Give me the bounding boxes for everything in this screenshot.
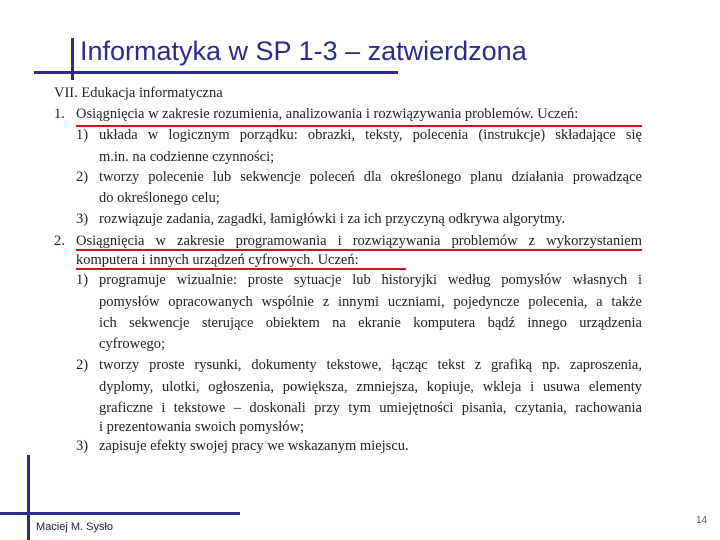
page-number: 14: [696, 515, 708, 526]
s2-item-3-line-1: zapisuje efekty swojej pracy we wskazanym miejscu.: [99, 438, 409, 454]
section-2-number: 2.: [54, 233, 65, 249]
author-footer: Maciej M. Sysło: [36, 521, 114, 533]
curriculum-document: [44, 84, 656, 456]
s2-item-1-line-2: pomysłów opracowanych wspólnie z innymi uczniami, pojedyncze polecenia, a także: [99, 294, 642, 310]
footer-vertical-rule: [27, 455, 30, 540]
s1-item-3-line-1: rozwiązuje zadania, zagadki, łamigłówki i za ich przyczyną odkrywa algorytmy.: [99, 211, 566, 227]
s1-item-2-number: 2): [76, 169, 89, 185]
s1-item-1-line-1: układa w logicznym porządku: obrazki, teksty, polecenia (instrukcje) składające się: [99, 127, 642, 143]
section-1-number: 1.: [54, 106, 65, 122]
footer-horizontal-rule: [0, 512, 240, 515]
s2-item-2-line-3: graficzne i tekstowe – doskonali przy tym umiejętności pisania, czytania, rachowania: [99, 400, 642, 416]
section-1-title: Osiągnięcia w zakresie rozumienia, analizowania i rozwiązywania problemów. Uczeń:: [76, 106, 579, 122]
s1-item-2-line-1: tworzy polecenie lub sekwencje poleceń dla określonego planu działania prowadzące: [99, 169, 642, 185]
s1-item-3-number: 3): [76, 211, 89, 227]
s2-item-1-line-1: programuje wizualnie: proste sytuacje lub historyjki według pomysłów własnych i: [99, 272, 642, 288]
section-2-underline-2: [76, 268, 406, 270]
s2-item-2-number: 2): [76, 357, 89, 373]
section-2-title-line-1: Osiągnięcia w zakresie programowania i rozwiązywania problemów z wykorzystaniem: [76, 233, 642, 249]
title-horizontal-rule: [34, 71, 398, 74]
s2-item-2-line-4: i prezentowania swoich pomysłów;: [99, 419, 304, 435]
s2-item-1-line-3: ich sekwencje sterujące obiektem na ekranie komputera bądź innego urządzenia: [99, 315, 642, 331]
section-2-title-line-2: komputera i innych urządzeń cyfrowych. Uczeń:: [76, 252, 359, 268]
s1-item-1-number: 1): [76, 127, 89, 143]
s2-item-1-number: 1): [76, 272, 89, 288]
s2-item-3-number: 3): [76, 438, 89, 454]
slide-title: Informatyka w SP 1-3 – zatwierdzona: [80, 36, 527, 66]
s2-item-2-line-2: dyplomy, ulotki, ogłoszenia, powiększa, zmniejsza, kopiuje, wkleja i usuwa elementy: [99, 379, 642, 395]
s2-item-1-line-4: cyfrowego;: [99, 336, 166, 352]
s1-item-2-line-2: do określonego celu;: [99, 190, 220, 206]
s2-item-2-line-1: tworzy proste rysunki, dokumenty tekstowe, łącząc tekst z grafiką np. zaproszenia,: [99, 357, 642, 373]
document-heading: VII. Edukacja informatyczna: [54, 85, 223, 101]
s1-item-1-line-2: m.in. na codzienne czynności;: [99, 149, 275, 165]
